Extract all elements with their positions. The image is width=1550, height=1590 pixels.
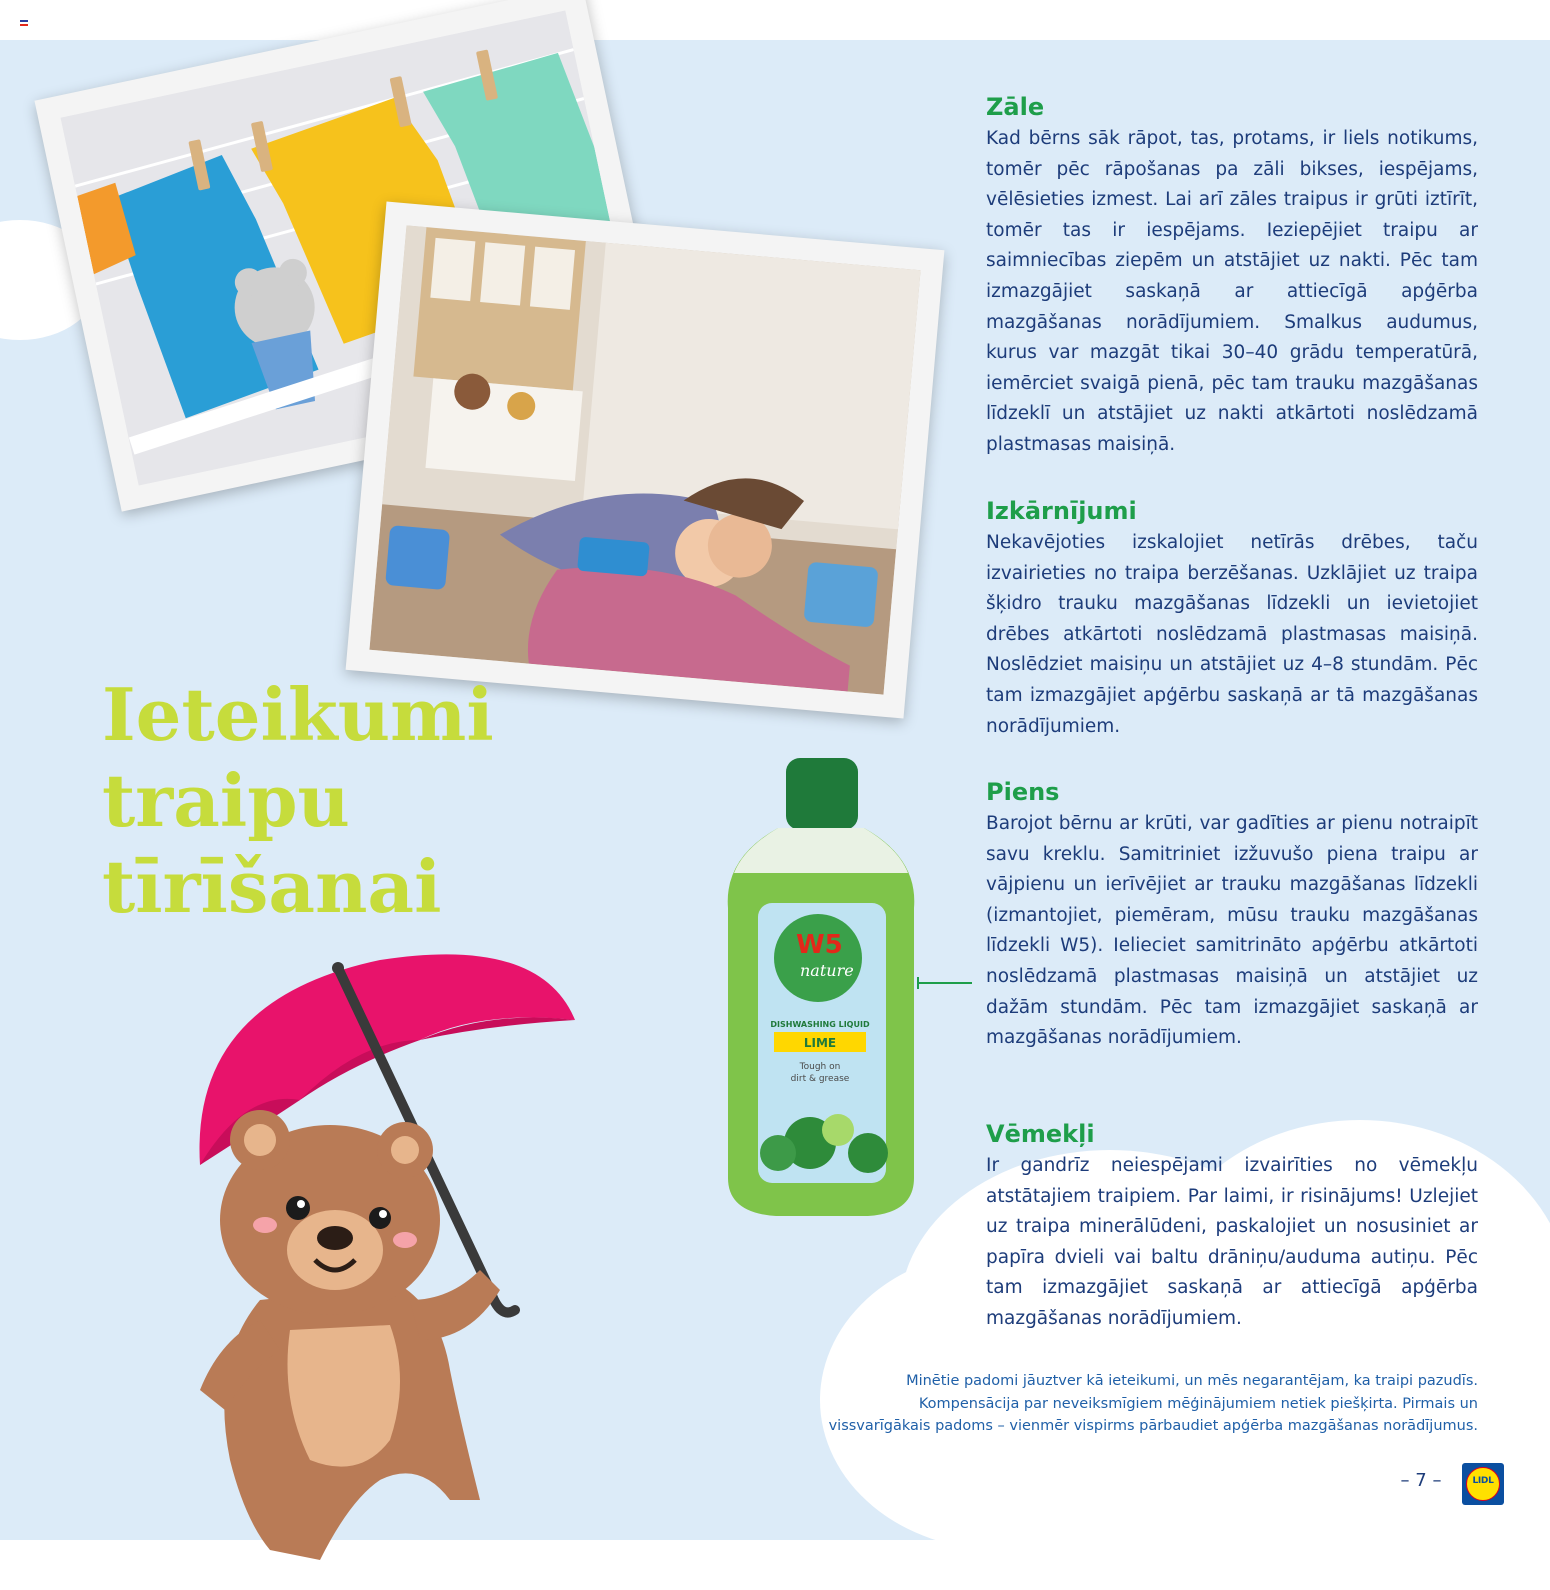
tip-title: Zāle [986, 93, 1045, 121]
tip-milk [986, 775, 1478, 1054]
children-illustration [369, 225, 920, 694]
cloud-bottom-right-4 [1000, 1330, 1550, 1590]
tip-text: Barojot bērnu ar krūti, var gadīties ar pienu notraipīt savu kreklu. Samitriniet izžuvušo piena traipu ar vājpienu un ierīvējiet ar trauku mazgāšanas līdzekli (izmantojiet, piemēram, mūsu trauku mazgāšanas līdzekli W5). Ielieciet samitrināto apģērbu atkārtoti noslēdzamā plastmasas maisiņā un atstājiet uz dažām stundām. Pēc tam izmazgājiet saskaņā ar mazgāšanas norādījumiem. [986, 813, 1478, 1049]
disclaimer-line-1: Minētie padomi jāuztver kā ieteikumi, un mēs negarantējam, ka traipi pazudīs. [906, 1373, 1478, 1389]
disclaimer-line-2: Kompensācija par neveiksmīgiem mēģinājumiem netiek piešķirta. Pirmais un [918, 1395, 1478, 1412]
tip-excrement [986, 494, 1478, 742]
product-pointer-line [918, 982, 972, 984]
tip-grass [986, 90, 1478, 461]
product-type: DISHWASHING LIQUID [770, 1020, 870, 1029]
title-line-2: traipu [102, 758, 350, 843]
product-claim-2: dirt & grease [790, 1074, 850, 1084]
flag-icon [20, 20, 28, 26]
tip-text: Ir gandrīz neiespējami izvairīties no vēmekļu atstātajiem traipiem. Par laimi, ir risinājums! Uzlejiet uz traipa minerālūdeni, paskalojiet un nosusiniet ar papīra dvieli vai baltu drāniņu/auduma autiņu. Pēc tam izmazgājiet saskaņā ar attiecīgā apģērba mazgāšanas norādījumiem. [986, 1155, 1478, 1329]
disclaimer-line-3: vissvarīgākais padoms – vienmēr vispirms pārbaudiet apģērba mazgāšanas norādījumus. [828, 1418, 1478, 1434]
tip-vomit [986, 1117, 1478, 1335]
title-line-3: tīrīšanai [102, 844, 442, 929]
tip-title: Izkārnījumi [986, 497, 1137, 525]
product-brand: W5 [796, 930, 843, 960]
bear-with-umbrella-illustration [150, 940, 590, 1570]
tip-title: Piens [986, 778, 1060, 806]
page-number: – 7 – [1400, 1470, 1442, 1491]
tip-text: Nekavējoties izskalojiet netīrās drēbes, taču izvairieties no traipa berzēšanas. Uzklājiet uz traipa šķidro trauku mazgāšanas līdzekli un ievietojiet drēbes atkārtoti noslēdzamā plastmasas maisiņā. Noslēdziet maisiņu un atstājiet uz 4–8 stundām. Pēc tam izmazgājiet apģērbu saskaņā ar tā mazgāšanas norādījumiem. [986, 532, 1478, 737]
photo-children-playing [346, 201, 945, 718]
tip-title: Vēmekļi [986, 1120, 1095, 1148]
product-brand-sub: nature [800, 961, 854, 980]
lidl-logo-text: LIDL [1472, 1476, 1494, 1486]
title-line-1: Ieteikumi [102, 672, 494, 757]
page-title [102, 672, 562, 930]
lidl-logo [1462, 1463, 1504, 1505]
disclaimer [770, 1370, 1478, 1438]
product-variant: LIME [803, 1036, 837, 1050]
tip-text: Kad bērns sāk rāpot, tas, protams, ir liels notikums, tomēr pēc rāpošanas pa zāli bikses, iespējams, vēlēsieties izmest. Lai arī zāles traipus ir grūti iztīrīt, tomēr tas ir iespējams. Ieziepējiet traipu ar saimniecības ziepēm un atstājiet uz nakti. Pēc tam izmazgājiet saskaņā ar attiecīgā apģērba mazgāšanas norādījumiem. Smalkus audumus, kurus var mazgāt tikai 30–40 grādu temperatūrā, iemērciet svaigā pienā, pēc tam trauku mazgāšanas līdzeklī un atstājiet uz nakti atkārtoti noslēdzamā plastmasas maisiņā. [986, 128, 1478, 455]
product-claim-1: Tough on [799, 1062, 841, 1072]
w5-dishwashing-bottle [718, 758, 924, 1220]
